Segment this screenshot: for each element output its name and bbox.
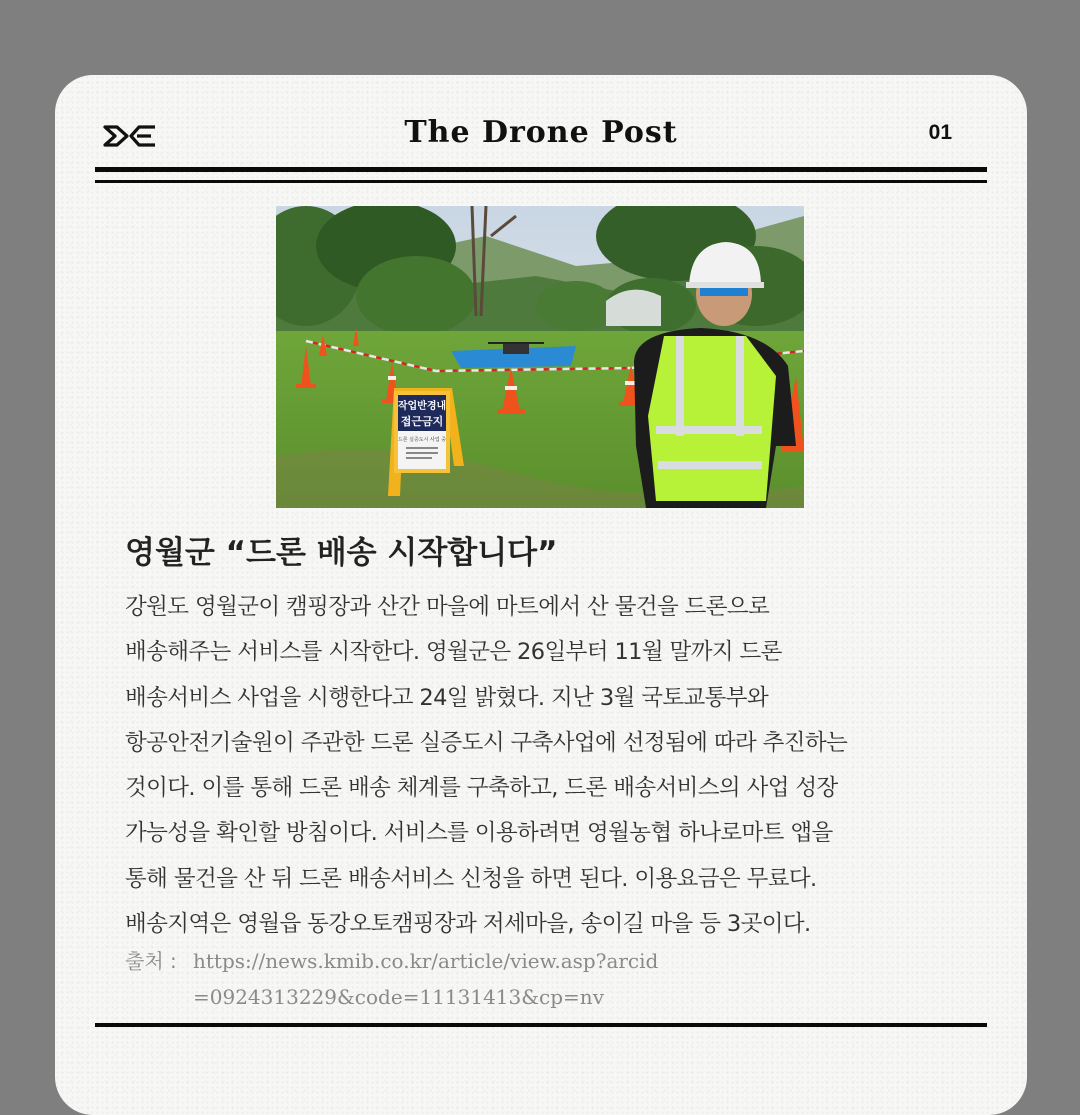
body-line: 가능성을 확인할 방침이다. 서비스를 이용하려면 영월농협 하나로마트 앱을: [125, 820, 833, 847]
article-headline: 영월군 “드론 배송 시작합니다”: [125, 535, 558, 571]
source-link-continued[interactable]: =0924313229&code=11131413&cp=nv: [193, 985, 604, 1009]
header-rule-thin: [95, 180, 987, 183]
masthead-title: The Drone Post: [404, 115, 678, 150]
body-line: 통해 물건을 산 뒤 드론 배송서비스 신청을 하면 된다. 이용요금은 무료다.: [125, 865, 817, 892]
article-photo: [276, 206, 804, 508]
body-line: 배송지역은 영월읍 동강오토캠핑장과 저세마을, 송이길 마을 등 3곳이다.: [125, 911, 811, 938]
body-line: 배송서비스 사업을 시행한다고 24일 밝혔다. 지난 3월 국토교통부와: [125, 684, 769, 711]
body-line: 것이다. 이를 통해 드론 배송 체계를 구축하고, 드론 배송서비스의 사업 성장: [125, 775, 838, 802]
page-number: 01: [928, 121, 952, 144]
source-link[interactable]: https://news.kmib.co.kr/article/view.asp?arcid: [193, 949, 659, 973]
article-body: [125, 585, 965, 947]
header-rule-thick: [95, 167, 987, 172]
source-label: 출처 :: [125, 949, 177, 973]
body-line: 항공안전기술원이 주관한 드론 실증도시 구축사업에 선정됨에 따라 추진하는: [125, 729, 848, 756]
sign-text-line1: 작업반경내: [397, 401, 447, 412]
news-card: [55, 75, 1027, 1115]
body-line: 강원도 영월군이 캠핑장과 산간 마을에 마트에서 산 물건을 드론으로: [125, 594, 770, 620]
source-citation: [125, 943, 945, 1015]
sign-text-line2: 접근금지: [400, 415, 444, 428]
footer-rule: [95, 1023, 987, 1027]
sign-text-line3: 드론 실증도시 사업 중: [397, 437, 447, 443]
body-line: 배송해주는 서비스를 시작한다. 영월군은 26일부터 11월 말까지 드론: [125, 639, 782, 666]
